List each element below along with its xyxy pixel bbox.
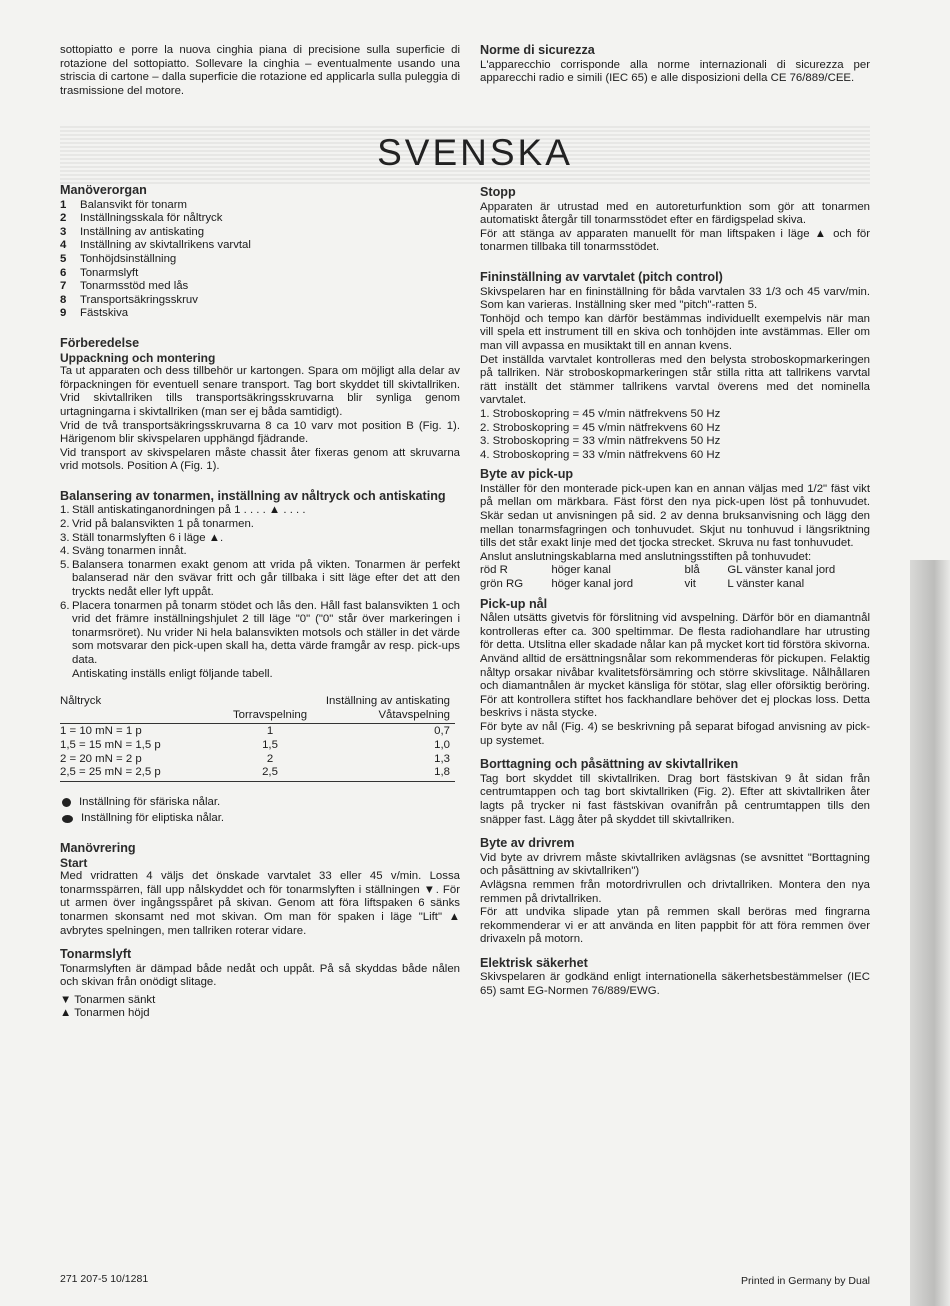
control-item: 1 Balansvikt för tonarm: [60, 198, 187, 211]
control-item: 2 Inställningsskala för nåltryck: [60, 212, 223, 225]
belt-p2: Avlägsna remmen från motordrivrullen och drivtallriken. Montera den nya remmen på drivtallriken.: [480, 878, 870, 905]
stop-heading: Stopp: [480, 185, 516, 199]
strobe-item: 4. Stroboskopring = 33 v/min nätfrekvens 60 Hz: [480, 448, 721, 461]
balancing-steps: [60, 504, 460, 667]
strobe-item: 2. Stroboskopring = 45 v/min nätfrekvens 60 Hz: [480, 421, 721, 434]
control-item: 3 Inställning av antiskating: [60, 225, 205, 238]
pitch-p2: Tonhöjd och tempo kan därför bestämmas individuellt exempelvis när man vill spela ett instrument till en skiva och tonhöjden inte avstämmas. Eller om man vill avpassa en musiktakt till en annan kvens.: [480, 312, 870, 352]
balancing-heading: Balansering av tonarmen, inställning av nåltryck och antiskating: [60, 488, 446, 503]
control-item: 7 Tonarmsstöd med lås: [60, 280, 189, 293]
preparation-p3: Vid transport av skivspelaren måste chassit åter fixeras genom att skruvarna vrid motsols. Position A (Fig. 1).: [60, 446, 460, 473]
stylus-p2: För byte av nål (Fig. 4) se beskrivning på separat bifogad anvisning av pick-up systemet.: [480, 720, 870, 747]
safety-heading: Norme di sicurezza: [480, 43, 595, 57]
table-subheader-row: [60, 709, 455, 723]
col-header-tracking-force: Nåltryck: [60, 695, 102, 708]
arm-lift-heading: Tonarmslyft: [60, 947, 132, 962]
pitch-p1: Skivspelaren har en fininställning för båda varvtalen 33 1/3 och 45 varv/min. Som kan varieras. Inställning sker med "pitch"-ratten 5.: [480, 285, 870, 312]
balancing-step: 4. Sväng tonarmen innåt.: [60, 545, 187, 558]
table-row: 2 = 20 mN = 2 p 2 1,3: [60, 752, 450, 765]
controls-heading: Manöverorgan: [60, 183, 147, 197]
italian-safety-section: [480, 44, 870, 86]
belt-heading: Byte av drivrem: [480, 836, 575, 851]
stop-p2: För att stänga av apparaten manuellt för man liftspaken i läge ▲ och för tonarmen tillbaka till tonarmsstödet.: [480, 227, 870, 254]
platter-heading: Borttagning och påsättning av skivtallriken: [480, 757, 739, 772]
col-header-wet: Våtavspelning: [378, 708, 450, 721]
language-banner: SVENSKA: [377, 132, 573, 173]
table-row: 1 = 10 mN = 1 p 1 0,7: [60, 725, 450, 738]
electrical-heading: Elektrisk säkerhet: [480, 955, 588, 970]
elliptical-dot-icon: [62, 815, 73, 823]
belt-p1: Vid byte av drivrem måste skivtallriken avlägsnas (se avsnittet "Borttagning och påsättning av skivtallriken"): [480, 851, 870, 878]
table-header-row: [60, 695, 455, 709]
elliptical-note: Inställning för eliptiska nålar.: [60, 812, 455, 826]
preparation-heading: Förberedelse: [60, 335, 140, 350]
control-item: 9 Fästskiva: [60, 307, 129, 320]
stop-p1: Apparaten är utrustad med en autoreturfunktion som gör att tonarmen automatiskt återgår till tonarmsstödet efter en färdigspelad skiva.: [480, 200, 870, 227]
arm-raised-line: ▲ Tonarmen höjd: [60, 1007, 150, 1020]
platter-text: Tag bort skyddet till skivtallriken. Drag bort fästskivan 9 åt sidan från centrumtappen och tag bort skivtallriken (Fig. 2). Efter att skivtallriken åter lagts på trycker ni fast fästskivan ovanifrån på centrumtappen tills den snäpper fast. Lägg åter på skyddet till skivtallriken.: [480, 772, 870, 826]
left-column: [60, 184, 460, 1021]
pickup-change-p2: Anslut anslutningskablarna med anslutningsstiften på tonhuvudet:: [480, 550, 812, 563]
arm-lift-text: Tonarmslyften är dämpad både nedåt och uppåt. På så skyddas både nålen och skivan från onödigt slitage.: [60, 962, 460, 989]
strobe-item: 1. Stroboskopring = 45 v/min nätfrekvens 50 Hz: [480, 407, 721, 420]
italian-paragraph: sottopiatto e porre la nuova cinghia piana di precisione sulla superficie di rotazione del sottopiatto. Sollevare la cinghia – eventualmente usando una striscia di cartone – dalla superficie die rotazione ed applicarla sulla puleggia di trasmissione del motore.: [60, 44, 460, 97]
spherical-note: Inställning för sfäriska nålar.: [60, 796, 455, 810]
printed-in: Printed in Germany by Dual: [741, 1275, 870, 1287]
part-number: 271 207-5 10/1281: [60, 1273, 149, 1285]
controls-list: [60, 199, 460, 321]
start-text: Med vridratten 4 väljs det önskade varvtalet 33 eller 45 v/min. Lossa tonarmsspärren, fäll upp nålskyddet och för tonarmslyften i ställningen ▼. För ut armen över ingångsspåret på skivan. Genom att föra liftspaken 6 sänks tonarmen skonsamt ned mot skivan. Om man för spaken i läge "Lift" ▲ avbrytes spelningen, men tallriken roterar vidare.: [60, 870, 460, 937]
balancing-step: 3. Ställ tonarmslyften 6 i läge ▲.: [60, 531, 224, 544]
safety-text: L'apparecchio corrisponde alla norme internazionali di sicurezza per apparecchi radio e simili (IEC 65) e alle disposizioni della CE 76/889/CEE.: [480, 58, 870, 85]
balancing-step: 5. Balansera tonarmen exakt genom att vrida på vikten. Tonarmen är perfekt balanserad när den svävar fritt och går tillbaka i sitt läge efter det att den tryckts nedåt eller lyft uppåt.: [60, 558, 460, 599]
pickup-change-heading: Byte av pick-up: [480, 467, 574, 482]
spherical-dot-icon: [62, 798, 71, 807]
strobe-item: 3. Stroboskopring = 33 v/min nätfrekvens 50 Hz: [480, 435, 721, 448]
unpacking-subheading: Uppackning och montering: [60, 350, 216, 365]
control-item: 8 Transportsäkringsskruv: [60, 293, 198, 306]
antiskating-line: Antiskating inställs enligt följande tabell.: [72, 667, 273, 680]
antiskating-table: [60, 695, 455, 826]
table-row: 2,5 = 25 mN = 2,5 p 2,5 1,8: [60, 766, 450, 779]
stylus-heading: Pick-up nål: [480, 596, 548, 611]
preparation-p1: Ta ut apparaten och dess tillbehör ur kartongen. Spara om möjligt alla delar av förpackningen för eventuell senare transport. Tag bort skyddet till skivtallriken. Vrid skivtallriken tills transportsäkringsskruvarna blir synliga genom urtagningarna i skivtallriken (man ser ej båda samtidigt).: [60, 365, 460, 418]
arm-lowered-line: ▼ Tonarmen sänkt: [60, 993, 156, 1006]
stylus-p1: Nålen utsätts givetvis för förslitning vid avspelning. Därför bör en diamantnål kontrolleras efter ca. 300 speltimmar. De flesta radiohandlare har utrusting för detta. Utslitna eller skadade nålar kan på mycket kort tid förstöra skivorna. Använd alltid de ersättningsnålar som rekommenderas för pickupen. Felaktig nåltyp orsakar nivåbar kvalitetsförsämring och större skivslitage. Nålhållaren och diamantnålen är mycket känsliga för stötar, slag eller oförsiktig beröring. För att kontrollera stiftet hos fackhandlare behöver det ej plockas loss. Detta beskrivs i nästa stycke.: [480, 612, 870, 720]
electrical-text: Skivspelaren är godkänd enligt internationella säkerhetsbestämmelser (IEC 65) samt EG-Normen 76/889/EWG.: [480, 971, 870, 998]
right-column: [480, 186, 870, 999]
balancing-step: 6. Placera tonarmen på tonarm stödet och lås den. Håll fast balansvikten 1 och vrid det främre inställningshjulet 2 till läge "0" ("0" står över markeringen i tonarmsröret). Nu vrider Ni hela balansvikten motsols och ställer in det värde som motsvarar den pick-upen skall ha, detta värde framgår av resp. pick-ups data.: [60, 599, 460, 666]
page-edge-shadow: [910, 560, 950, 1306]
pickup-change-p1: Inställer för den monterade pick-upen kan en annan väljas med 1/2" fäst vikt på mellan om märkbara. Fäst först den nya pick-upen löst på tonhuvudet. Skär sedan ut anvisningen på sid. 2 av denna bruksanvisning och lägg den mellan tonarmsfagringen och tonhuvudet. Skjut nu tonhuvud i längsriktning tills det står exakt linje med det tjocka strecket. Skruva nu fast tonhuvudet.: [480, 482, 870, 550]
belt-p3: För att undvika slipade ytan på remmen skall beröras med fingrarna rekommenderar vi er att använda en liten pappbit för att föra remmen över drivaxeln på motorn.: [480, 906, 870, 946]
control-item: 5 Tonhöjdsinställning: [60, 252, 177, 265]
balancing-step: 2. Vrid på balansvikten 1 på tonarmen.: [60, 518, 254, 531]
control-item: 6 Tonarmslyft: [60, 266, 139, 279]
control-item: 4 Inställning av skivtallrikens varvtal: [60, 239, 251, 252]
pitch-heading: Fininställning av varvtalet (pitch control): [480, 269, 723, 284]
italian-continuation-text: [60, 44, 460, 98]
preparation-p2: Vrid de två transportsäkringsskruvarna 8 ca 10 varv mot position B (Fig. 1). Härigenom blir skivspelaren upphängd fjädrande.: [60, 419, 460, 446]
start-subheading: Start: [60, 855, 88, 870]
col-header-dry: Torravspelning: [232, 708, 308, 721]
balancing-step: 1. Ställ antiskatinganordningen på 1 . . . . ▲ . . . .: [60, 504, 306, 517]
wiring-row: grön RG höger kanal jord vit L vänster kanal: [480, 578, 805, 591]
table-row: 1,5 = 15 mN = 1,5 p 1,5 1,0: [60, 738, 450, 751]
col-header-group: Inställning av antiskating: [325, 695, 450, 708]
operation-heading: Manövrering: [60, 840, 136, 855]
wiring-row: röd R höger kanal blå GL vänster kanal jord: [480, 564, 836, 577]
pitch-p3: Det inställda varvtalet kontrolleras med den belysta stroboskopmarkeringen på tallriken. När stroboskopmarkeringen står stilla ritta att tallrikens varvtal rätt inställt det stämmer tallrikens varvtal överens med det nominella varvtalet.: [480, 353, 870, 407]
